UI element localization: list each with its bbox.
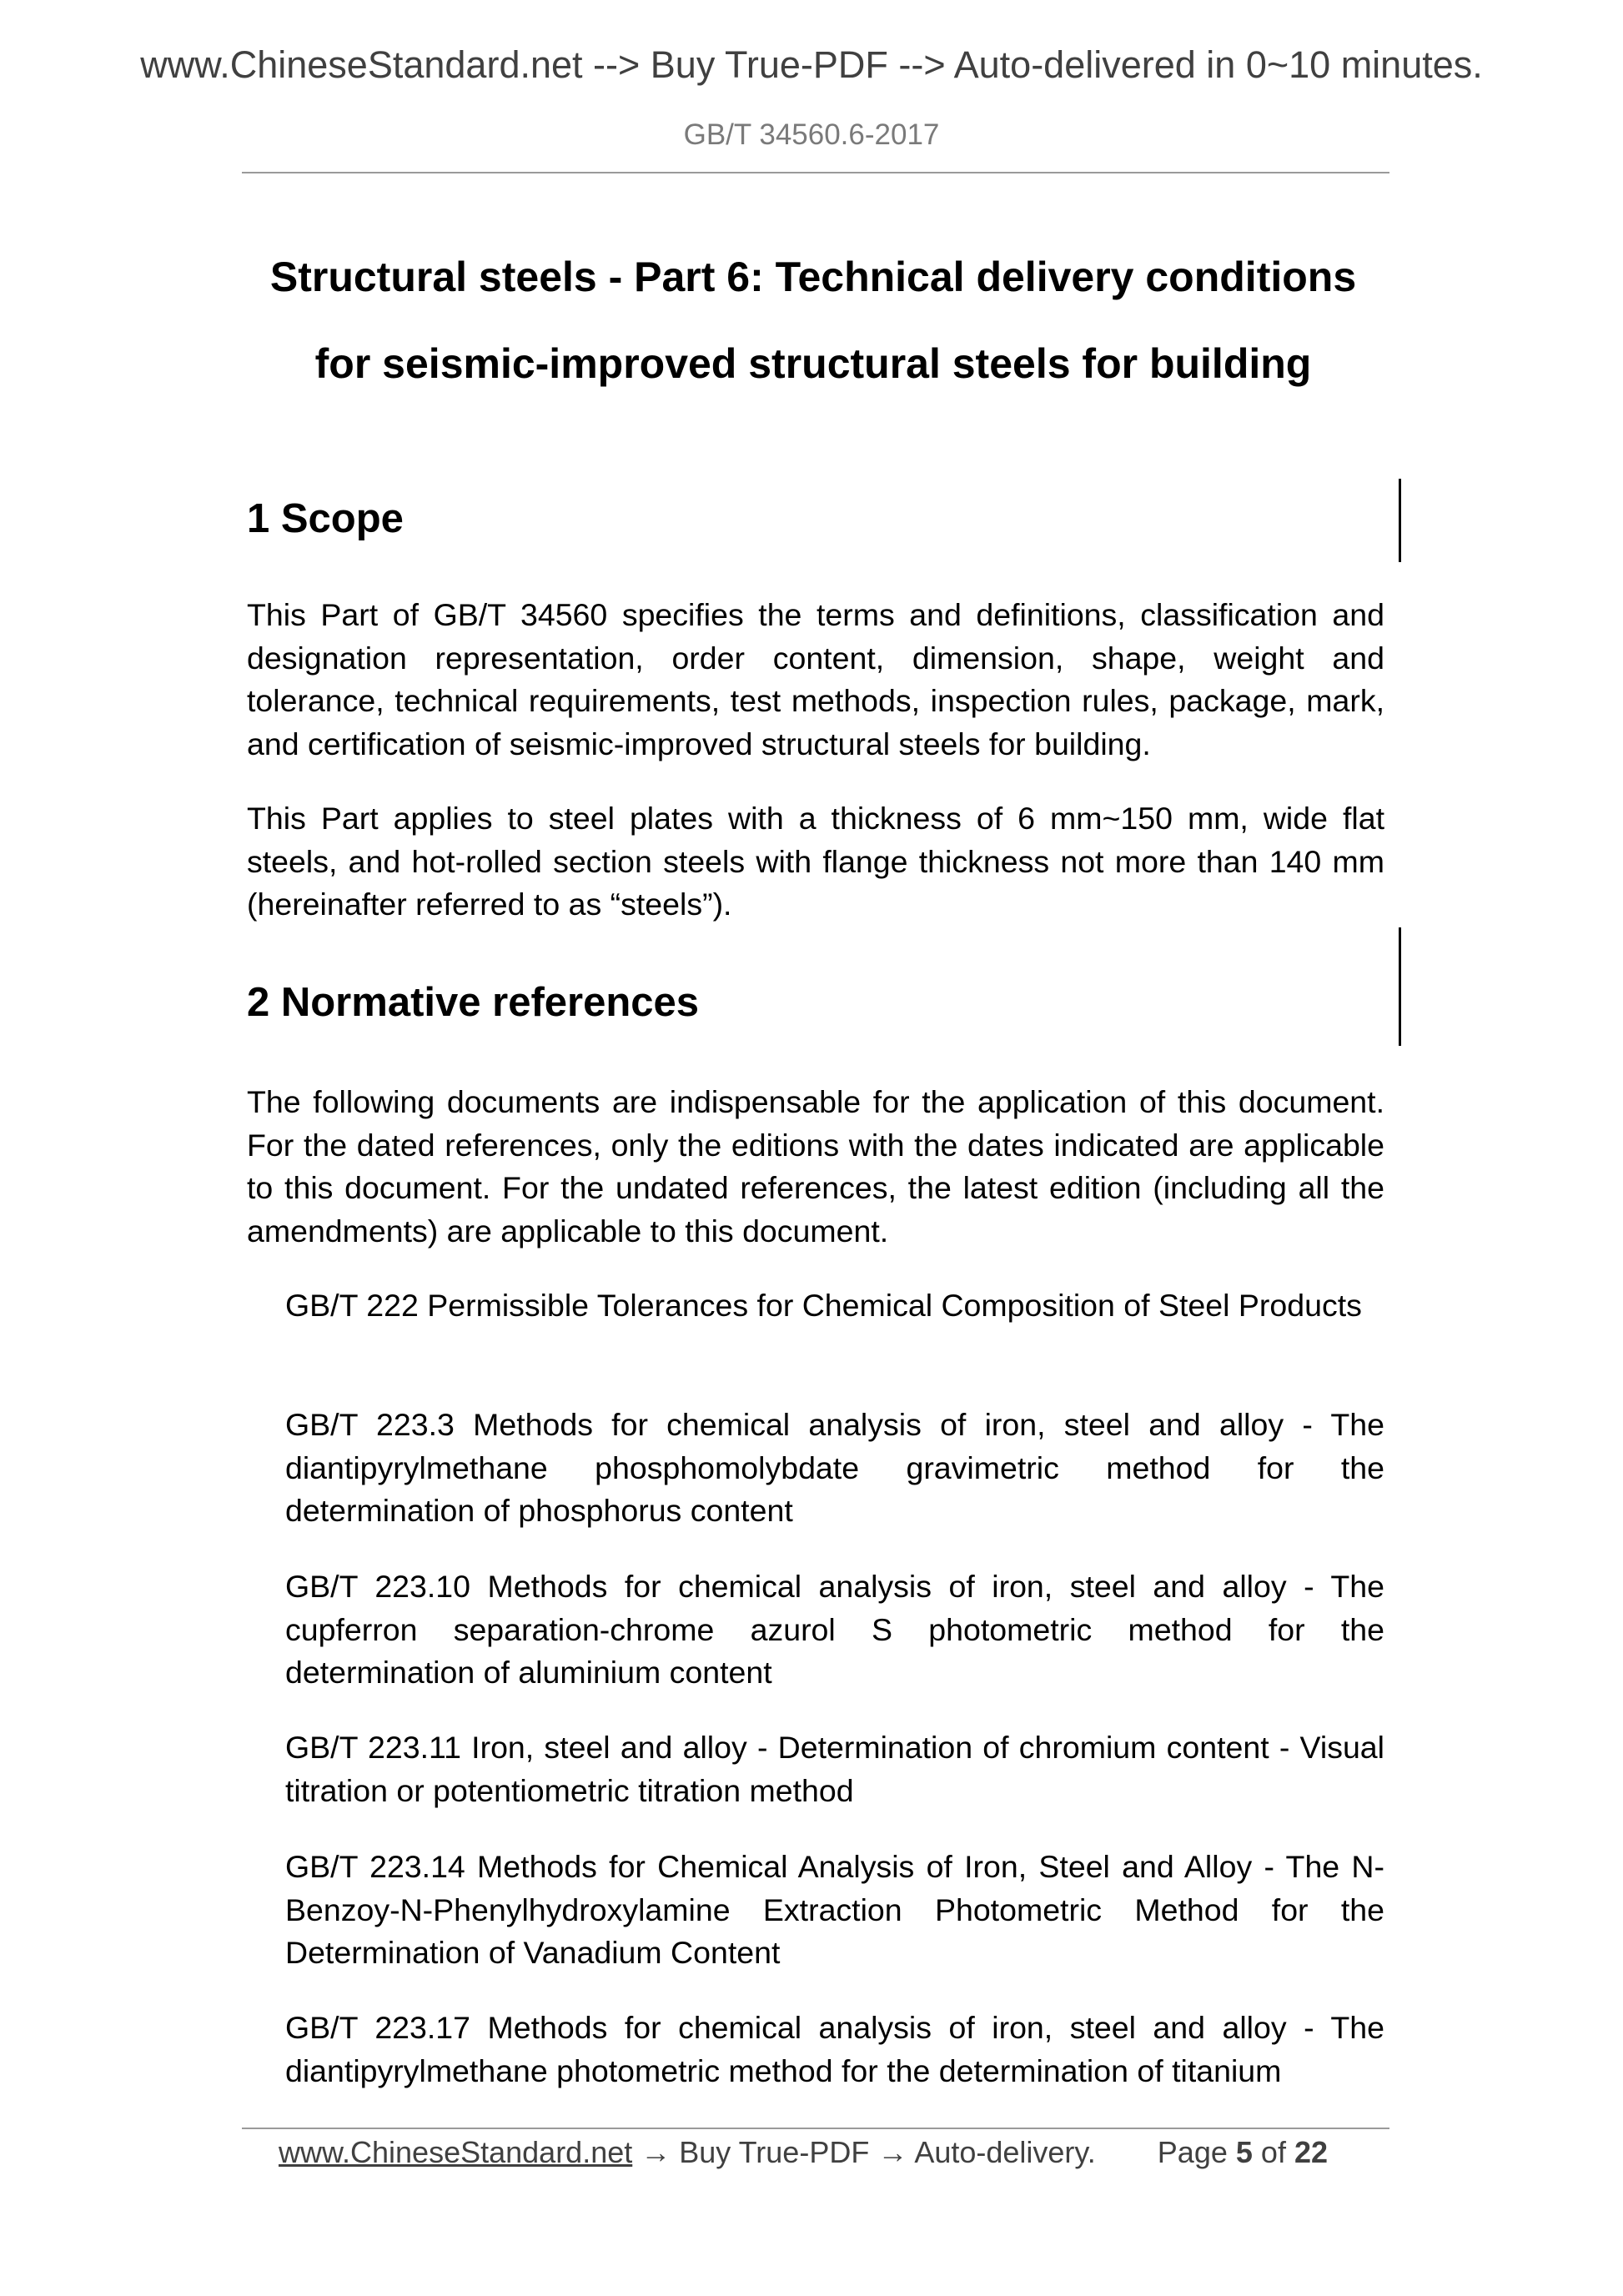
change-bar bbox=[1399, 927, 1401, 1046]
site-banner: www.ChineseStandard.net --> Buy True-PDF --> Auto-delivered in 0~10 minutes. bbox=[140, 43, 1483, 86]
footer-divider bbox=[242, 2128, 1389, 2129]
reference-item: GB/T 222 Permissible Tolerances for Chemical Composition of Steel Products bbox=[285, 1288, 1362, 1323]
page-total: 22 bbox=[1294, 2135, 1329, 2169]
page-number: 5 bbox=[1235, 2135, 1253, 2169]
reference-item: GB/T 223.14 Methods for Chemical Analysis of Iron, Steel and Alloy - The N-Benzoy-N-Phenylhydroxylamine Extraction Photometric Method for the Determination of Vanadium Content bbox=[285, 1849, 1384, 1970]
document-code: GB/T 34560.6-2017 bbox=[683, 118, 940, 151]
section-heading-scope: 1 Scope bbox=[247, 496, 404, 541]
footer-site-link[interactable]: www.ChineseStandard.net bbox=[279, 2135, 633, 2169]
title-line-1: Structural steels - Part 6: Technical delivery conditions bbox=[269, 254, 1357, 300]
scope-paragraph-2: This Part applies to steel plates with a thickness of 6 mm~150 mm, wide flat steels, and hot-rolled section steels with flange thickness not more than 140 mm (hereinafter referred to as “steels”). bbox=[247, 801, 1384, 922]
of-label: of bbox=[1260, 2135, 1286, 2169]
reference-item: GB/T 223.17 Methods for chemical analysis of iron, steel and alloy - The diantipyrylmethane photometric method for the determination of titanium bbox=[285, 2010, 1384, 2088]
page-label: Page bbox=[1157, 2135, 1228, 2169]
normative-intro-paragraph: The following documents are indispensable for the application of this document. For the dated references, only the editions with the dates indicated are applicable to this document. For the undated references, the latest edition (including all the amendments) are applicable to this document. bbox=[247, 1084, 1384, 1248]
reference-item: GB/T 223.3 Methods for chemical analysis of iron, steel and alloy - The diantipyrylmethane phosphomolybdate gravimetric method for the determination of phosphorus content bbox=[285, 1407, 1384, 1528]
scope-paragraph-1: This Part of GB/T 34560 specifies the terms and definitions, classification and designation representation, order content, dimension, shape, weight and tolerance, technical requirements, test methods, inspection rules, package, mark, and certification of seismic-improved structural steels for building. bbox=[247, 597, 1384, 761]
title-line-2: for seismic-improved structural steels for building bbox=[314, 340, 1312, 387]
footer-text: → Buy True-PDF → Auto-delivery. bbox=[632, 2135, 1096, 2169]
reference-item: GB/T 223.10 Methods for chemical analysis of iron, steel and alloy - The cupferron separation-chrome azurol S photometric method for the determination of aluminium content bbox=[285, 1569, 1384, 1690]
document-title bbox=[200, 234, 1426, 407]
page-indicator bbox=[1158, 2135, 1328, 2170]
reference-item: GB/T 223.11 Iron, steel and alloy - Determination of chromium content - Visual titration or potentiometric titration method bbox=[285, 1730, 1384, 1808]
change-bar bbox=[1399, 479, 1401, 562]
section-heading-normative-references: 2 Normative references bbox=[247, 980, 700, 1025]
page-footer bbox=[279, 2135, 1328, 2170]
header-divider bbox=[242, 172, 1389, 173]
